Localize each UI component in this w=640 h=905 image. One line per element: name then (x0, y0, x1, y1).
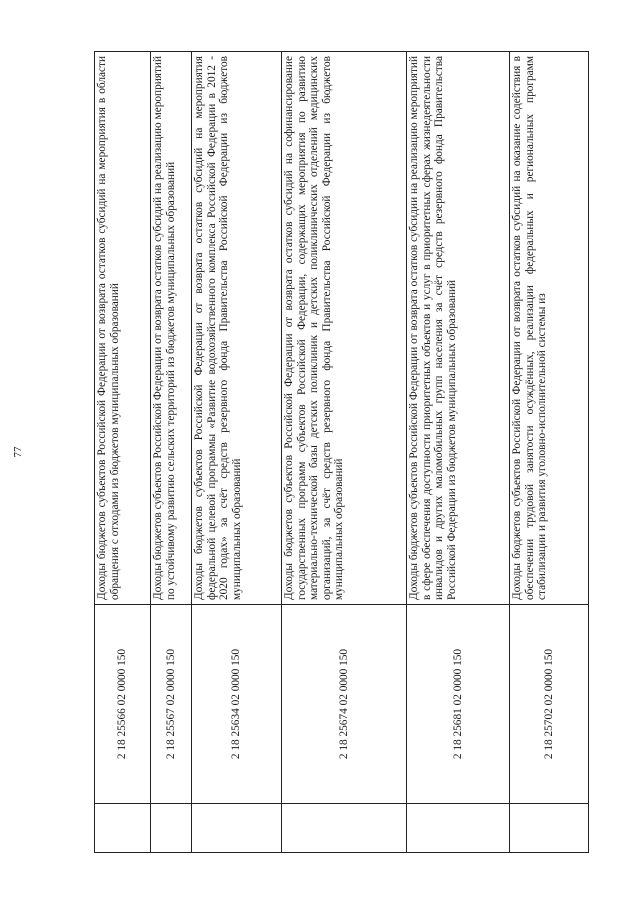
table-row (95, 52, 151, 853)
table-row (192, 52, 282, 853)
revenue-description-cell: Доходы бюджетов субъектов Российской Федерации от возврата остатков субсидий на мероприятия в области обращения с отходами из бюджетов муниципальных образований (95, 52, 151, 605)
revenue-description-cell: Доходы бюджетов субъектов Российской Федерации от возврата остатков субсидий на софинансирование государственных программ субъектов Российской Федерации, содержащих мероприятия по развитию материально-технической базы детских поликлиник и детских поликлинических отделений медицинских организаций, за счёт средств резервного фонда Правительства Российской Федерации из бюджетов муниципальных образований (282, 52, 407, 605)
revenue-code-cell: 2 18 25674 02 0000 150 (282, 605, 407, 804)
revenue-description-cell: Доходы бюджетов субъектов Российской Федерации от возврата остатков субсидий на мероприятия федеральной целевой программы «Развитие водохозяйственного комплекса Российской Федерации в 2012 - 2020 годах» за счёт средств резервного фонда Правительства Российской Федерации из бюджетов муниципальных образований (192, 52, 282, 605)
revenue-description-cell: Доходы бюджетов субъектов Российской Федерации от возврата остатков субсидий на оказание содействия в обеспечении трудовой занятости осуждённых, реализации федеральных и региональных программ стабилизации и развития уголовно-исполнительной системы из (510, 52, 589, 605)
revenue-code-cell: 2 18 25567 02 0000 150 (151, 605, 192, 804)
revenue-code-cell: 2 18 25634 02 0000 150 (192, 605, 282, 804)
revenue-code-cell: 2 18 25566 02 0000 150 (95, 605, 151, 804)
page-number: 77 (12, 446, 24, 458)
revenue-description-cell: Доходы бюджетов субъектов Российской Федерации от возврата остатков субсидий на реализацию мероприятий по устойчивому развитию сельских территорий из бюджетов муниципальных образований (151, 52, 192, 605)
empty-cell (407, 804, 510, 853)
revenue-code-cell: 2 18 25702 02 0000 150 (510, 605, 589, 804)
table-row (510, 52, 589, 853)
table-row (151, 52, 192, 853)
empty-cell (192, 804, 282, 853)
revenue-description-cell: Доходы бюджетов субъектов Российской Федерации от возврата остатков субсидии на реализацию мероприятий в сфере обеспечения доступности приоритетных объектов и услуг в приоритетных сферах жизнедеятельности инвалидов и других маломобильных групп населения за счёт средств резервного фонда Правительства Российской Федерации из бюджетов муниципальных образований (407, 52, 510, 605)
empty-cell (282, 804, 407, 853)
empty-cell (151, 804, 192, 853)
empty-cell (95, 804, 151, 853)
revenue-code-cell: 2 18 25681 02 0000 150 (407, 605, 510, 804)
table-row (407, 52, 510, 853)
rotated-table-container (94, 51, 574, 853)
revenue-codes-table (94, 51, 589, 853)
empty-cell (510, 804, 589, 853)
table-row (282, 52, 407, 853)
